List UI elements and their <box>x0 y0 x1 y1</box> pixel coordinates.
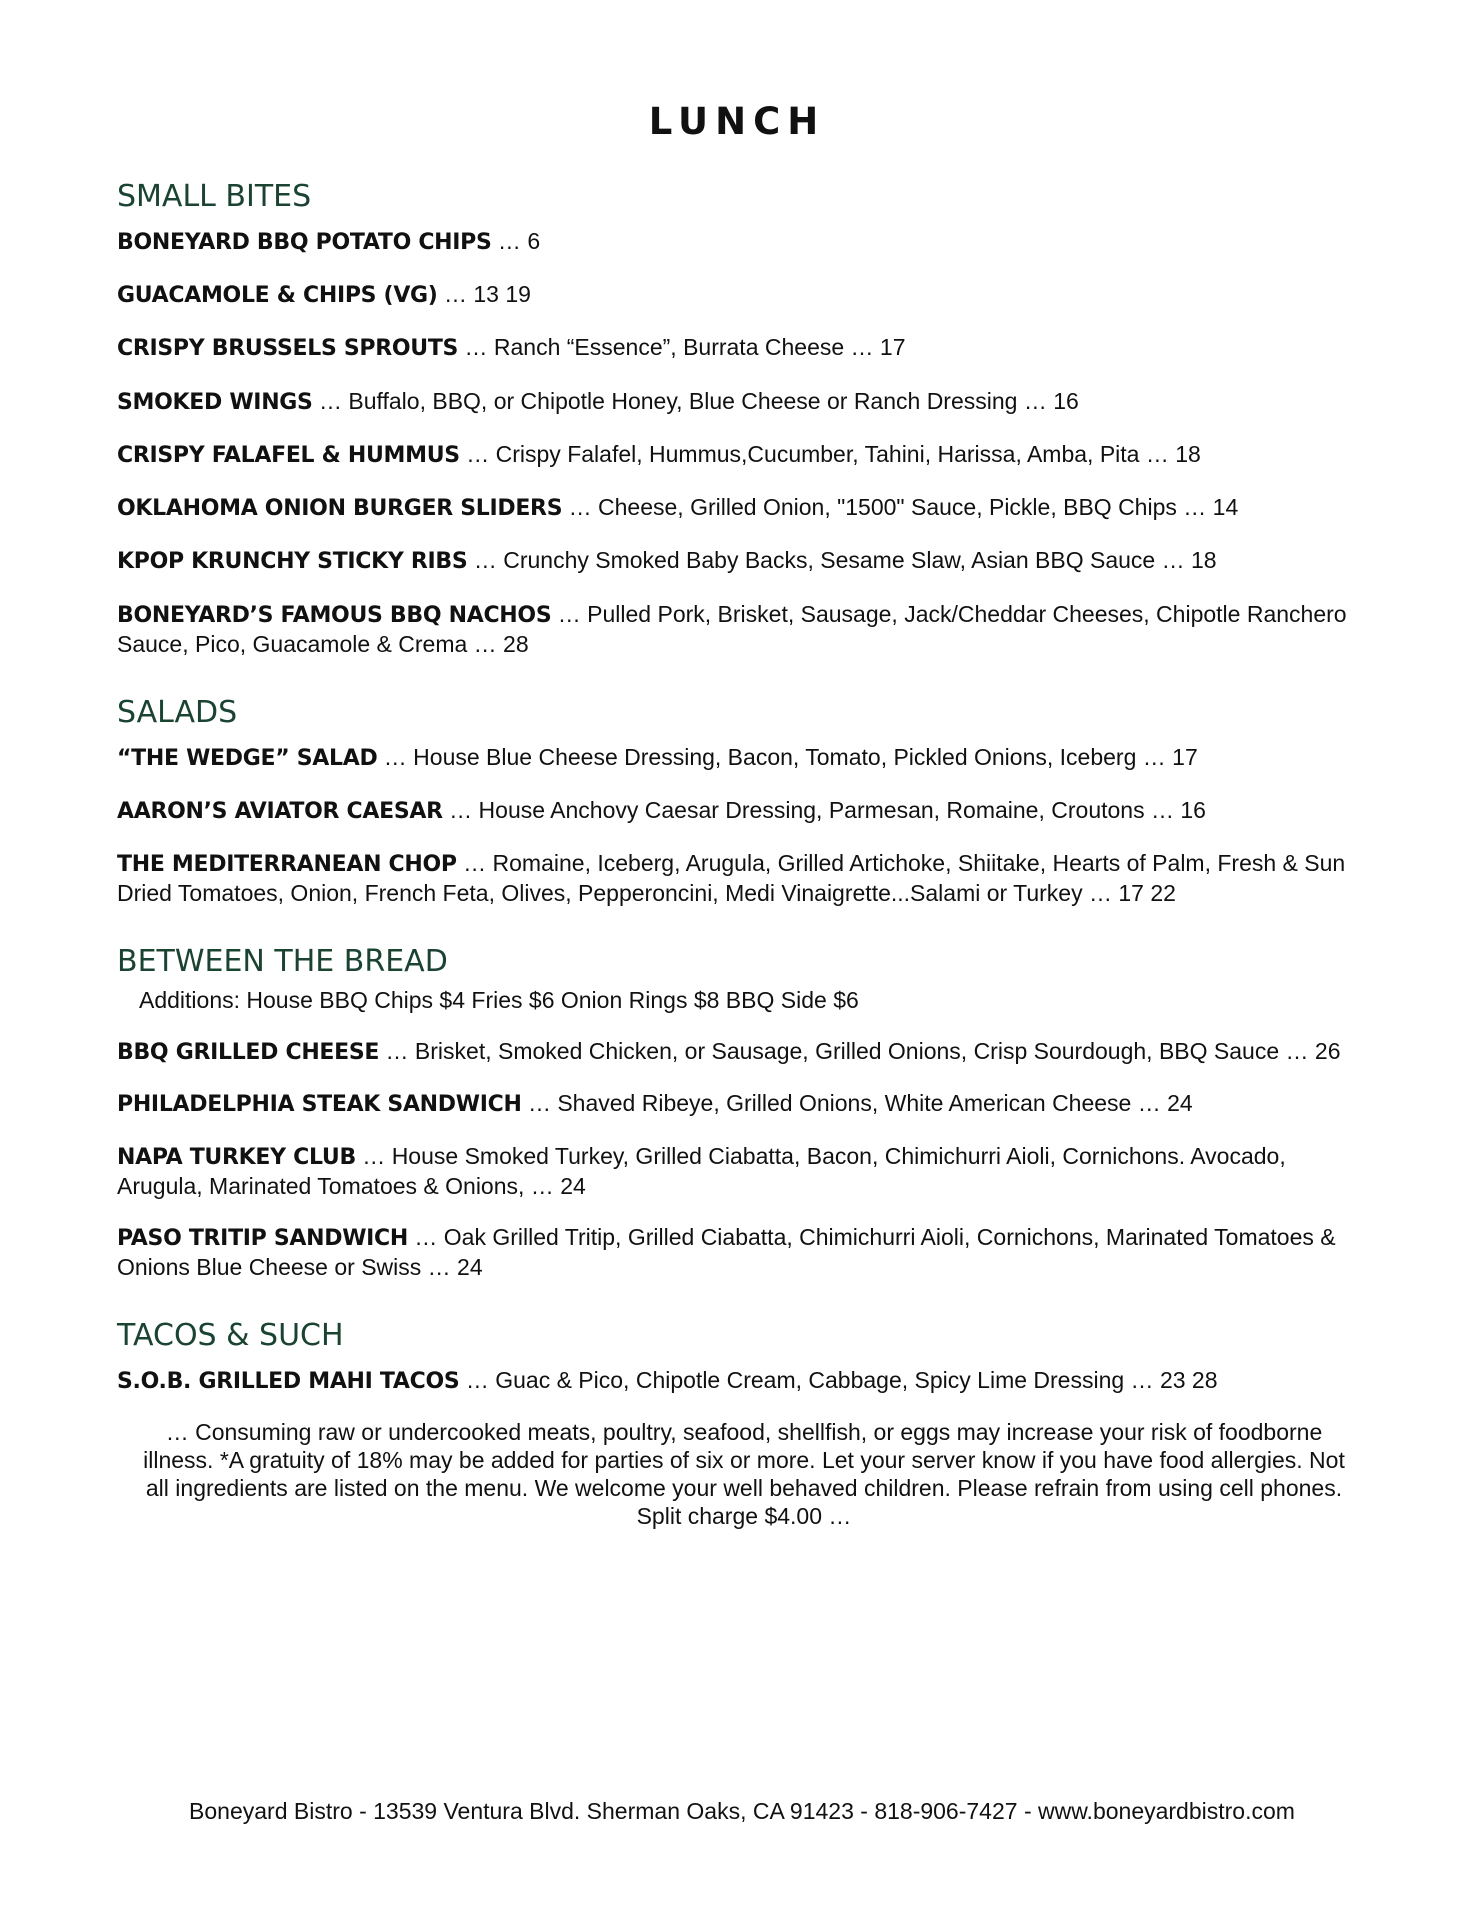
menu-item-name: GUACAMOLE & CHIPS (VG) <box>117 283 438 308</box>
menu-item-desc: … Crunchy Smoked Baby Backs, Sesame Slaw, Asian BBQ Sauce … 18 <box>467 547 1217 573</box>
menu-item-name: CRISPY BRUSSELS SPROUTS <box>117 336 459 361</box>
menu-item <box>117 1223 1357 1282</box>
menu-item-name: BONEYARD’S FAMOUS BBQ NACHOS <box>117 603 552 628</box>
tacos-and-such-list <box>117 1366 1357 1396</box>
menu-item-desc: … House Anchovy Caesar Dressing, Parmesan, Romaine, Croutons … 16 <box>442 797 1206 823</box>
menu-item-desc: … Shaved Ribeye, Grilled Onions, White American Cheese … 24 <box>521 1090 1193 1116</box>
menu-item <box>117 280 1357 310</box>
menu-item-name: THE MEDITERRANEAN CHOP <box>117 852 457 877</box>
menu-item-desc: … Guac & Pico, Chipotle Cream, Cabbage, Spicy Lime Dressing … 23 28 <box>459 1367 1218 1393</box>
menu-page <box>117 0 1357 1530</box>
menu-item-name: AARON’S AVIATOR CAESAR <box>117 799 443 824</box>
between-the-bread-list <box>117 1037 1357 1282</box>
menu-item-desc: … Pulled Pork, Brisket, Sausage, Jack/Cheddar Cheeses, Chipotle Ranchero Sauce, Pico, Guacamole & Crema … 28 <box>117 601 1347 657</box>
footer-contact: Boneyard Bistro - 13539 Ventura Blvd. Sherman Oaks, CA 91423 - 818-906-7427 - www.boneyardbistro.com <box>189 1798 1295 1824</box>
disclaimer-text: … Consuming raw or undercooked meats, poultry, seafood, shellfish, or eggs may increase your risk of foodborne illness. *A gratuity of 18% may be added for parties of six or more. Let your server know if you have food allergies. Not all ingredients are listed on the menu. We welcome your well behaved children. Please refrain from using cell phones. Split charge $4.00 … <box>143 1419 1345 1529</box>
menu-item <box>117 849 1357 908</box>
menu-item-desc: … House Blue Cheese Dressing, Bacon, Tomato, Pickled Onions, Iceberg … 17 <box>377 744 1198 770</box>
menu-item <box>117 1142 1357 1201</box>
menu-item <box>117 1366 1357 1396</box>
menu-item <box>117 743 1357 773</box>
section-heading-between-the-bread: BETWEEN THE BREAD <box>117 944 448 979</box>
menu-item-desc: … Crispy Falafel, Hummus,Cucumber, Tahini, Harissa, Amba, Pita … 18 <box>459 441 1201 467</box>
menu-item <box>117 1089 1357 1119</box>
menu-item <box>117 600 1357 659</box>
menu-item-name: KPOP KRUNCHY STICKY RIBS <box>117 549 468 574</box>
salads-list <box>117 743 1357 908</box>
menu-item-name: OKLAHOMA ONION BURGER SLIDERS <box>117 496 563 521</box>
menu-item-desc: … Brisket, Smoked Chicken, or Sausage, Grilled Onions, Crisp Sourdough, BBQ Sauce … 26 <box>379 1038 1341 1064</box>
small-bites-list <box>117 227 1357 659</box>
menu-item-name: BONEYARD BBQ POTATO CHIPS <box>117 230 492 255</box>
section-heading-small-bites: SMALL BITES <box>117 179 312 214</box>
menu-item-desc: … Ranch “Essence”, Burrata Cheese … 17 <box>458 334 906 360</box>
menu-item-name: CRISPY FALAFEL & HUMMUS <box>117 443 460 468</box>
menu-item-name: NAPA TURKEY CLUB <box>117 1145 356 1170</box>
menu-item-desc: … House Smoked Turkey, Grilled Ciabatta, Bacon, Chimichurri Aioli, Cornichons. Avocado, Arugula, Marinated Tomatoes & Onions, … 24 <box>117 1143 1286 1199</box>
menu-item-name: PHILADELPHIA STEAK SANDWICH <box>117 1092 522 1117</box>
menu-item <box>117 546 1357 576</box>
menu-item-name: “THE WEDGE” SALAD <box>117 746 378 771</box>
menu-item-name: S.O.B. GRILLED MAHI TACOS <box>117 1369 460 1394</box>
additions-note: Additions: House BBQ Chips $4 Fries $6 Onion Rings $8 BBQ Side $6 <box>139 987 859 1013</box>
menu-item <box>117 333 1357 363</box>
section-heading-tacos-and-such: TACOS & SUCH <box>117 1318 344 1353</box>
menu-item-name: PASO TRITIP SANDWICH <box>117 1226 409 1251</box>
page-title: LUNCH <box>648 100 826 143</box>
menu-item <box>117 227 1357 257</box>
menu-item-name: SMOKED WINGS <box>117 390 313 415</box>
section-heading-salads: SALADS <box>117 695 238 730</box>
menu-item-desc: … Buffalo, BBQ, or Chipotle Honey, Blue Cheese or Ranch Dressing … 16 <box>312 388 1079 414</box>
menu-item <box>117 493 1357 523</box>
menu-item-name: BBQ GRILLED CHEESE <box>117 1040 380 1065</box>
menu-item-desc: … 6 <box>491 228 541 254</box>
menu-item <box>117 1037 1357 1067</box>
menu-item <box>117 440 1357 470</box>
menu-item <box>117 796 1357 826</box>
menu-item <box>117 387 1357 417</box>
menu-item-desc: … Romaine, Iceberg, Arugula, Grilled Artichoke, Shiitake, Hearts of Palm, Fresh & Sun Dried Tomatoes, Onion, French Feta, Olives, Pepperoncini, Medi Vinaigrette...Salami or Turkey … 17 22 <box>117 850 1346 906</box>
menu-item-desc: … Cheese, Grilled Onion, "1500" Sauce, Pickle, BBQ Chips … 14 <box>562 494 1239 520</box>
menu-item-desc: … 13 19 <box>437 281 531 307</box>
menu-item-desc: … Oak Grilled Tritip, Grilled Ciabatta, Chimichurri Aioli, Cornichons, Marinated Tomatoes & Onions Blue Cheese or Swiss … 24 <box>117 1224 1336 1280</box>
